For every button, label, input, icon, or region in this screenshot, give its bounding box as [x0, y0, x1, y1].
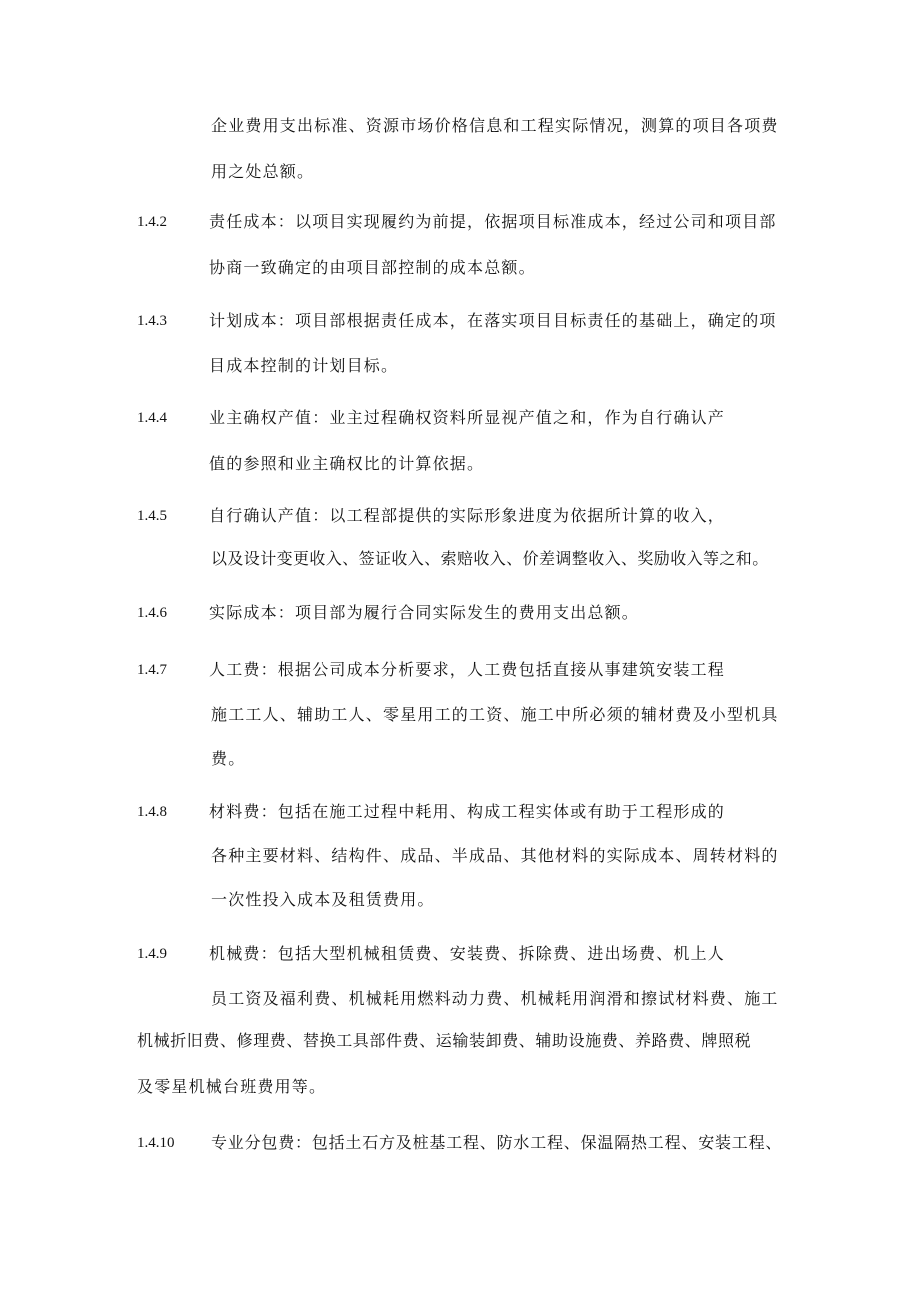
section-1-4-2-line-1: 责任成本：以项目实现履约为前提，依据项目标准成本，经过公司和项目部: [209, 212, 777, 231]
section-number-1-4-7: 1.4.7: [137, 662, 167, 678]
section-1-4-5-line-1: 自行确认产值：以工程部提供的实际形象进度为依据所计算的收入，: [209, 506, 726, 525]
section-1-4-9-line-2: 员工资及福利费、机械耗用燃料动力费、机械耗用润滑和擦试材料费、施工: [211, 989, 779, 1008]
section-number-1-4-8: 1.4.8: [137, 804, 167, 820]
section-1-4-4-line-1: 业主确权产值：业主过程确权资料所显视产值之和，作为自行确认产: [209, 408, 726, 427]
section-1-4-8-line-3: 一次性投入成本及租赁费用。: [211, 890, 435, 909]
section-1-4-7-line-1: 人工费：根据公司成本分析要求，人工费包括直接从事建筑安装工程: [209, 660, 726, 679]
section-number-1-4-4: 1.4.4: [137, 410, 167, 426]
section-1-4-3-line-1: 计划成本：项目部根据责任成本，在落实项目目标责任的基础上，确定的项: [209, 311, 777, 330]
intro-line-2: 用之处总额。: [211, 162, 315, 181]
section-number-1-4-5: 1.4.5: [137, 508, 167, 524]
section-1-4-9-line-1: 机械费：包括大型机械租赁费、安装费、拆除费、进出场费、机上人: [209, 944, 726, 963]
section-1-4-7-line-3: 费。: [211, 749, 246, 768]
section-1-4-8-line-1: 材料费：包括在施工过程中耗用、构成工程实体或有助于工程形成的: [209, 802, 726, 821]
section-number-1-4-6: 1.4.6: [137, 605, 167, 621]
section-1-4-9-line-4: 及零星机械台班费用等。: [137, 1077, 327, 1096]
section-1-4-10-line-1: 专业分包费：包括土石方及桩基工程、防水工程、保温隔热工程、安装工程、: [211, 1133, 783, 1152]
section-1-4-6-line-1: 实际成本：项目部为履行合同实际发生的费用支出总额。: [209, 603, 640, 622]
section-1-4-8-line-2: 各种主要材料、结构件、成品、半成品、其他材料的实际成本、周转材料的: [211, 846, 779, 865]
section-1-4-3-line-2: 目成本控制的计划目标。: [209, 356, 399, 375]
section-1-4-2-line-2: 协商一致确定的由项目部控制的成本总额。: [209, 258, 536, 277]
section-1-4-9-line-3: 机械折旧费、修理费、替换工具部件费、运输装卸费、辅助设施费、养路费、牌照税: [137, 1031, 752, 1050]
section-1-4-5-line-2: 以及设计变更收入、签证收入、索赔收入、价差调整收入、奖励收入等之和。: [211, 549, 769, 568]
section-number-1-4-2: 1.4.2: [137, 214, 167, 230]
section-number-1-4-9: 1.4.9: [137, 946, 167, 962]
section-1-4-7-line-2: 施工工人、辅助工人、零星用工的工资、施工中所必须的辅材费及小型机具: [211, 705, 779, 724]
section-1-4-4-line-2: 值的参照和业主确权比的计算依据。: [209, 454, 485, 473]
section-number-1-4-10: 1.4.10: [137, 1135, 175, 1151]
section-number-1-4-3: 1.4.3: [137, 313, 167, 329]
intro-line-1: 企业费用支出标准、资源市场价格信息和工程实际情况，测算的项目各项费: [211, 116, 779, 135]
